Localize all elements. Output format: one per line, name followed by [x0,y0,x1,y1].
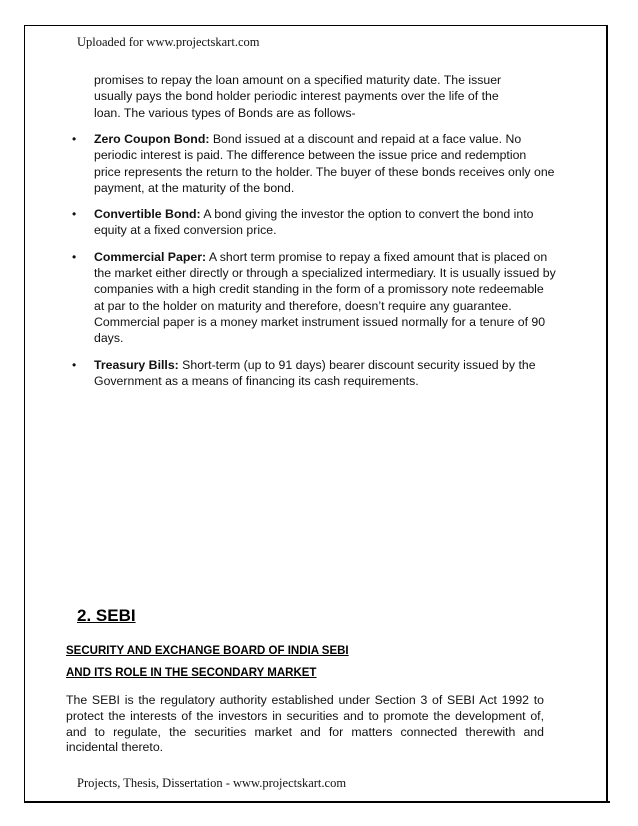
term-definition: Short-term (up to 91 days) bearer discount security issued by the Government as a means of financing its cash requirements. [94,357,536,388]
term-label: Zero Coupon Bond: [94,132,210,146]
bond-types-list [66,131,556,399]
term-label: Commercial Paper: [94,249,207,264]
list-item-commercial-paper [66,249,556,347]
term-label: Convertible Bond: [94,207,201,222]
upload-header: Uploaded for www.projectskart.com [77,35,260,49]
term-definition: A short term promise to repay a fixed amount that is placed on the market either directly or through a specialized intermediary. It is usually issued by companies with a high credit standing in the form of a promissory note redeemable at par to the holder on maturity and therefore, doesn’t require any guarantee. Commercial paper is a money market instrument issued normally for a tenure of 90 days. [94,249,556,346]
bullet-icon: • [72,357,77,372]
term-label: Treasury Bills: [94,357,179,372]
list-item-zero-coupon-bond [66,131,556,196]
section-subheading: SECURITY AND EXCHANGE BOARD OF INDIA SEBI [66,645,349,657]
bullet-icon: • [72,132,77,146]
term-definition: Bond issued at a discount and repaid at a face value. No periodic interest is paid. The difference between the issue price and redemption price represents the return to the holder. The buyer of these bonds receives only one payment, at the maturity of the bond. [94,132,555,195]
section-subheading: AND ITS ROLE IN THE SECONDARY MARKET [66,667,317,679]
intro-paragraph: promises to repay the loan amount on a specified maturity date. The issuer usually pays the bond holder periodic interest payments over the life of the loan. The various types of Bonds are as follows- [94,73,502,120]
term-definition: A bond giving the investor the option to convert the bond into equity at a fixed conversion price. [94,207,534,238]
page-footer: Projects, Thesis, Dissertation - www.projectskart.com [77,776,347,790]
list-item-convertible-bond [66,206,556,239]
list-item-treasury-bills [66,357,556,390]
section-heading: 2. SEBI [77,606,136,625]
page-bottom-rule [24,801,610,803]
bullet-icon: • [72,249,77,264]
bullet-icon: • [72,207,77,222]
sebi-paragraph: The SEBI is the regulatory authority established under Section 3 of SEBI Act 1992 to protect the interests of the investors in securities and to promote the development of, and to regulate, the securities market and for matters connected therewith and incidental thereto. [66,693,544,755]
